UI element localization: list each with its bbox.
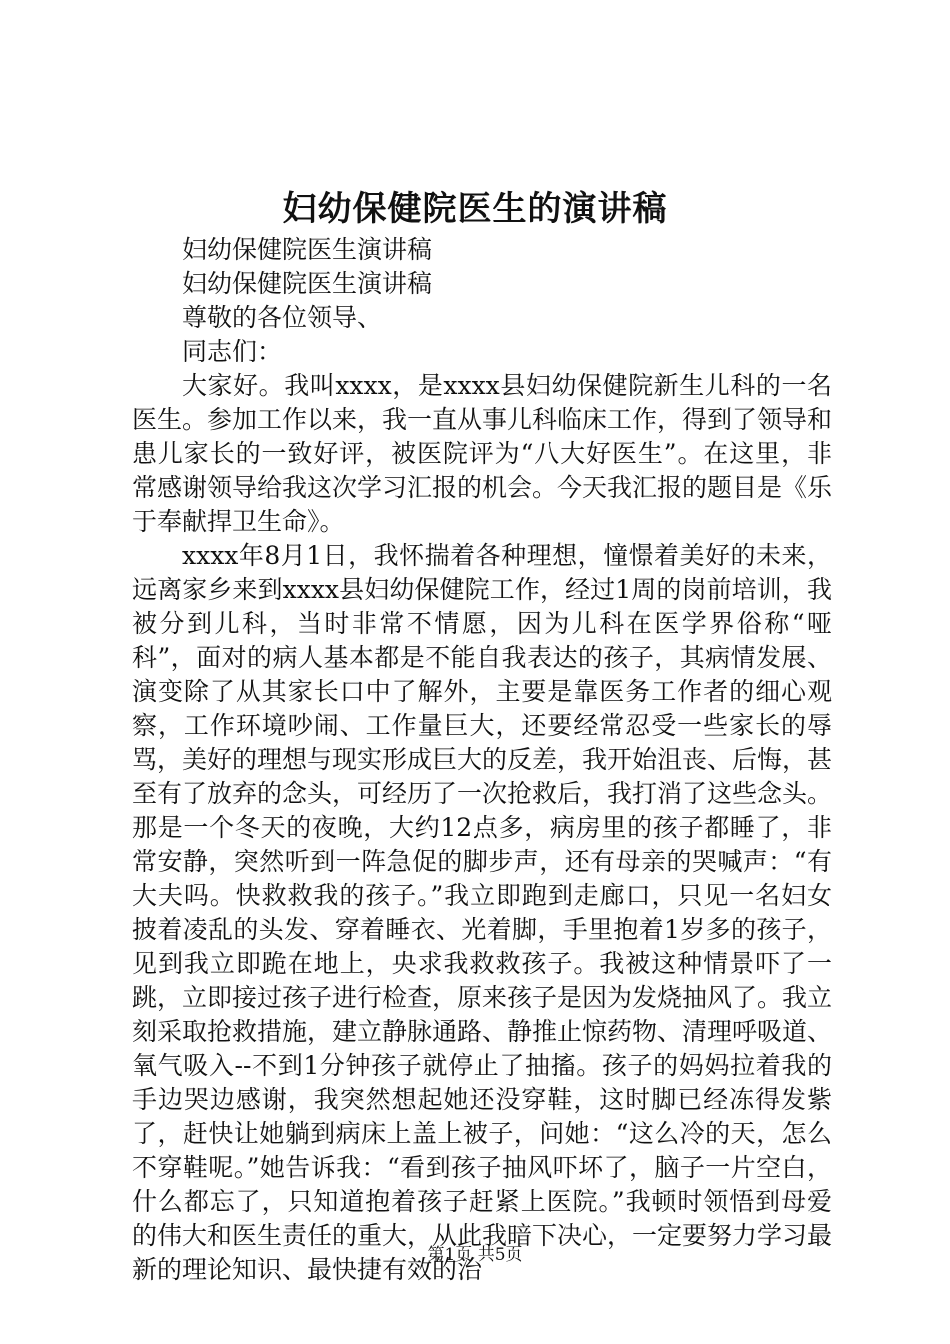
paragraph-subtitle-2: 妇幼保健院医生演讲稿 [182,269,433,298]
paragraph-intro: 大家好。我叫xxxx，是xxxx县妇幼保健院新生儿科的一名医生。参加工作以来，我一直从事儿科临床工作，得到了领导和患儿家长的一致好评，被医院评为“八大好医生”。在这里，非常感谢领导给我这次学习汇报的机会。今天我汇报的题目是《乐于奉献捍卫生命》。 [132,371,833,536]
paragraph-salutation-1: 尊敬的各位领导、 [182,303,383,332]
paragraph-subtitle-1: 妇幼保健院医生演讲稿 [182,235,433,264]
page-number-footer: 第1页 共5页 [427,1245,523,1265]
paragraph-salutation-2: 同志们： [182,337,283,366]
paragraph-story: xxxx年8月1日，我怀揣着各种理想，憧憬着美好的未来，远离家乡来到xxxx县妇幼保健院工作，经过1周的岗前培训，我被分到儿科，当时非常不情愿，因为儿科在医学界俗称“哑科”，面对的病人基本都是不能自我表达的孩子，其病情发展、演变除了从其家长口中了解外，主要是靠医务工作者的细心观察，工作环境吵闹、工作量巨大，还要经常忍受一些家长的辱骂，美好的理想与现实形成巨大的反差，我开始沮丧、后悔，甚至有了放弃的念头，可经历了一次抢救后，我打消了这些念头。那是一个冬天的夜晚，大约12点多，病房里的孩子都睡了，非常安静，突然听到一阵急促的脚步声，还有母亲的哭喊声：“有大夫吗。快救救我的孩子。”我立即跑到走廊口，只见一名妇女披着凌乱的头发、穿着睡衣、光着脚，手里抱着1岁多的孩子，见到我立即跪在地上，央求我救救孩子。我被这种情景吓了一跳，立即接过孩子进行检查，原来孩子是因为发烧抽风了。我立刻采取抢救措施，建立静脉通路、静推止惊药物、清理呼吸道、氧气吸入--不到1分钟孩子就停止了抽搐。孩子的妈妈拉着我的手边哭边感谢，我突然想起她还没穿鞋，这时脚已经冻得发紫了，赶快让她躺到病床上盖上被子，问她：“这么冷的天，怎么不穿鞋呢。”她告诉我：“看到孩子抽风吓坏了，脑子一片空白，什么都忘了，只知道抱着孩子赶紧上医院。”我顿时领悟到母爱的伟大和医生责任的重大，从此我暗下决心，一定要努力学习最新的理论知识、最快捷有效的治 [132,541,833,1284]
document-body [132,233,832,1287]
document-title: 妇幼保健院医生的演讲稿 [282,189,668,229]
